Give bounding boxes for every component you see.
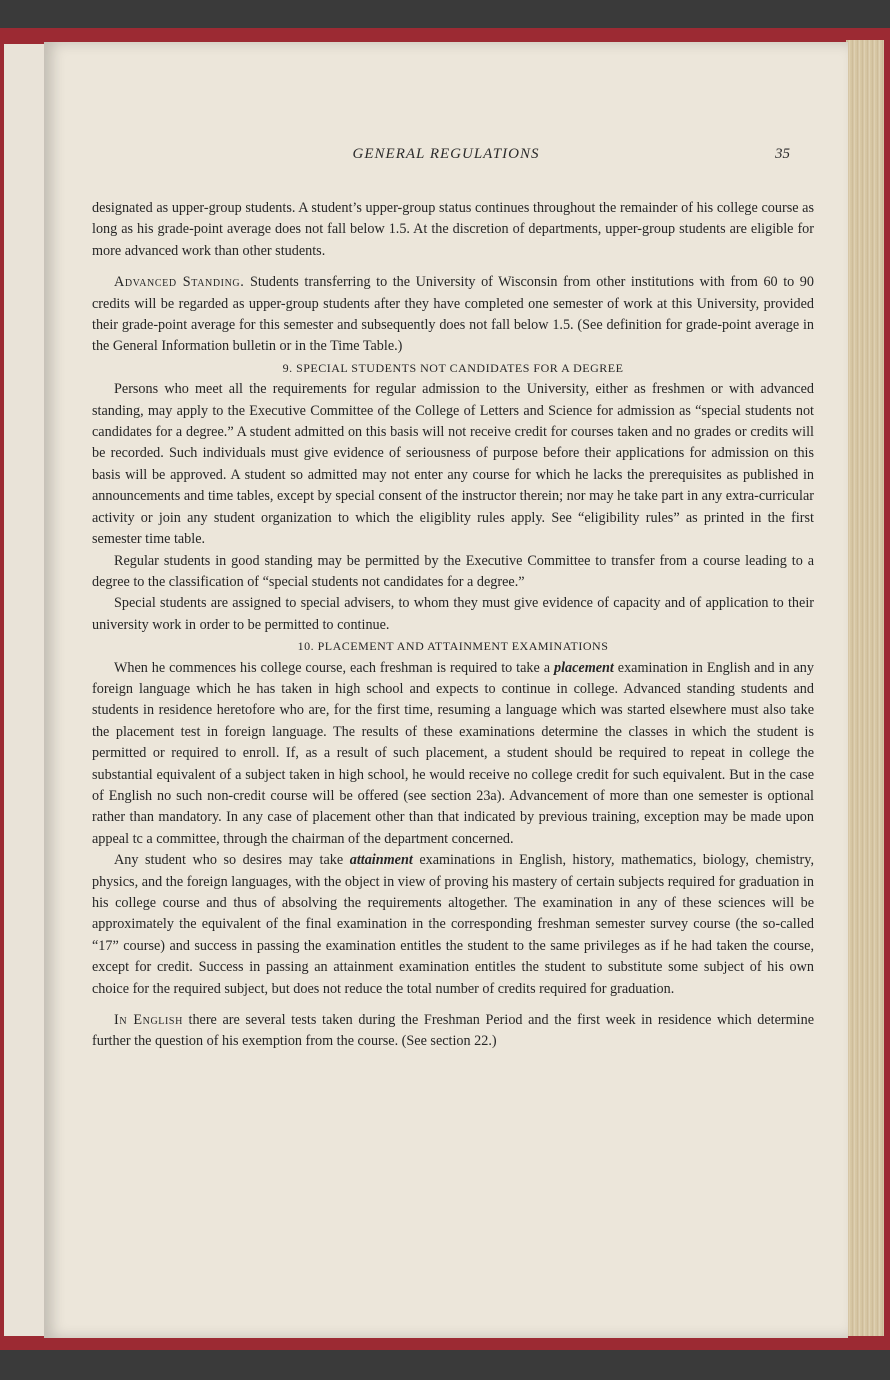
running-title: GENERAL REGULATIONS	[352, 146, 540, 162]
paragraph-upper-group: designated as upper-group students. A student’s upper-group status continues throughout the remainder of his college course as long as his grade-point average does not fall below 1.5. At the discretion of departments, upper-group students are eligible for more advanced work than other students.	[92, 200, 814, 259]
paragraph-advanced-standing	[92, 272, 814, 358]
paragraph-attainment	[92, 850, 814, 1000]
paragraph-special-students-3: Special students are assigned to special advisers, to whom they must give evidence of capacity and of application to their university work in order to be permitted to continue.	[92, 595, 814, 633]
in-english-text: there are several tests taken during the Freshman Period and the first week in residence which determine further the question of his exemption from the course. (See section 22.)	[92, 1012, 814, 1050]
page-header	[44, 146, 848, 170]
placement-text-b: examination in English and in any foreign language which he has taken in high school and expects to continue in college. Advanced standing students and students in residence heretofore who are, for the first time, resuming a language which was started elsewhere must also take the placement test in foreign language. The results of these examinations determine the classes in which the student is permitted or required to enroll. If, as a result of such placement, a student should be required to repeat in college the substantial equivalent of a subject taken in high school, he would receive no college credit for such equivalent. But in the case of English no such non-credit course will be offered (see section 23a). Advancement of more than one semester is optional rather than mandatory. In any case of placement other than that indicated by previous training, exception may be made upon appeal tc a committee, through the chairman of the department concerned.	[92, 659, 814, 847]
advanced-standing-lead: Advanced Standing.	[114, 274, 245, 291]
book-cover-right-edge	[884, 28, 890, 1350]
paragraph-special-students-1: Persons who meet all the requirements for regular admission to the University, either as freshmen or with advanced standing, may apply to the Executive Committee of the College of Letters and Science for admission as “special students not candidates for a degree.” A student admitted on this basis will not receive credit for courses taken and no grades or credits will be recorded. Such individuals must give evidence of seriousness of purpose before their applications for admission on this basis will be approved. A student so admitted may not enter any course for which he lacks the prerequisites as published in announcements and time tables, except by special consent of the instructor therein; nor may he take part in any extra-curricular activity or join any student organization to which the eligiblity rules apply. See “eligibility rules” as printed in the first semester time table.	[92, 381, 814, 548]
book-page	[44, 42, 848, 1338]
facing-page-edge	[4, 44, 46, 1336]
section-heading-9: 9. SPECIAL STUDENTS NOT CANDIDATES FOR A DEGREE	[282, 360, 624, 375]
page-stack-edge	[846, 40, 886, 1340]
attainment-text-b: examinations in English, history, mathematics, biology, chemistry, physics, and the foreign languages, with the object in view of proving his mastery of certain subjects required for graduation in his college course and thus of absolving the requirements altogether. The examination in any of these sciences will be approximately the equivalent of the final examination in the corresponding freshman semester survey course (the so-called “17” course) and success in passing the examination entitles the student to the same privileges as if he had taken the course, except for credit. Success in passing an attainment examination entitles the student to substitute some subject of his own choice for the required subject, but does not reduce the total number of credits required for graduation.	[92, 852, 814, 997]
body-text	[92, 198, 814, 1053]
placement-emphasis: placement	[553, 659, 614, 676]
paragraph-special-students-2: Regular students in good standing may be permitted by the Executive Committee to transfer from a course leading to a degree to the classification of “special students not candidates for a degree.”	[92, 552, 814, 590]
attainment-emphasis: attainment	[349, 852, 413, 869]
placement-text-a: When he commences his college course, each freshman is required to take a	[114, 659, 554, 676]
paragraph-in-english	[92, 1010, 814, 1053]
in-english-lead: In English	[114, 1012, 183, 1029]
section-heading-10: 10. PLACEMENT AND ATTAINMENT EXAMINATIONS	[297, 639, 609, 654]
page-number: 35	[775, 146, 790, 162]
book-cover-bottom-edge	[0, 1336, 890, 1350]
attainment-text-a: Any student who so desires may take	[114, 852, 350, 869]
paragraph-placement	[92, 658, 814, 851]
advanced-standing-text: Students transferring to the University of Wisconsin from other institutions with from 60 to 90 credits will be regarded as upper-group students after they have completed one semester of work at this University, provided their grade-point average for this semester and subsequently does not fall below 1.5. (See definition for grade-point average in the General Information bulletin or in the Time Table.)	[92, 274, 814, 355]
